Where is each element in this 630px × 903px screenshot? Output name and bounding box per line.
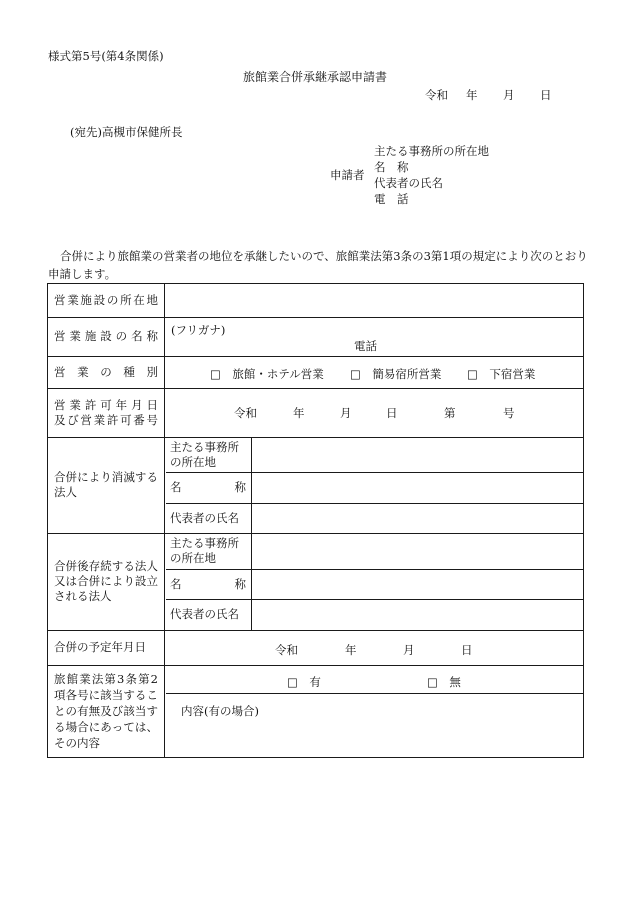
checkbox-boarding: □ 下宿営業 — [467, 367, 536, 381]
permit-label-line2: 及び営業許可番号 — [54, 413, 158, 427]
applicant-representative: 代表者の氏名 — [374, 176, 443, 190]
checkbox-no: □ 無 — [427, 675, 461, 689]
business-type-ryokan-hotel: 旅館・ホテル営業 — [232, 367, 324, 381]
dissolved-corporation-label: 合併により消滅する法人 — [54, 470, 158, 499]
facility-location-label: 営業施設の所在地 — [54, 292, 158, 307]
content-label: 内容(有の場合) — [181, 704, 259, 718]
application-statement: 合併により旅館業の営業者の地位を承継したいので、旅館業法第3条の3第1項の規定により次のとおり申請します。 — [48, 249, 588, 281]
furigana-label: (フリガナ) — [171, 323, 226, 337]
applicant-phone: 電 話 — [374, 192, 409, 206]
date-day: 日 — [540, 88, 552, 102]
applicability-no: 無 — [449, 675, 461, 689]
dissolved-name-label: 名 称 — [170, 480, 246, 494]
merger-day: 日 — [461, 643, 473, 657]
checkbox-simple-lodging: □ 簡易宿所営業 — [350, 367, 442, 381]
business-type-simple-lodging: 簡易宿所営業 — [372, 367, 442, 381]
dissolved-office-location-label: 主たる事務所の所在地 — [170, 439, 239, 469]
applicant-name: 名 称 — [374, 160, 409, 174]
applicant-label: 申請者 — [330, 168, 365, 182]
surviving-name-label: 名 称 — [170, 576, 246, 591]
date-month: 月 — [503, 88, 515, 102]
phone-label: 電話 — [354, 339, 377, 353]
permit-day: 日 — [386, 406, 398, 420]
permit-month: 月 — [340, 406, 352, 420]
permit-label-line1: 営業許可年月日 — [54, 398, 158, 412]
merger-date-label: 合併の予定年月日 — [54, 640, 146, 654]
date-year: 年 — [466, 88, 478, 102]
dissolved-representative-label: 代表者の氏名 — [170, 510, 239, 525]
business-type-label: 営業の種別 — [54, 364, 158, 379]
permit-number-suffix: 号 — [503, 406, 515, 420]
merger-year: 年 — [345, 643, 357, 657]
permit-year: 年 — [293, 406, 305, 420]
checkbox-yes: □ 有 — [287, 675, 321, 689]
applicant-office-location: 主たる事務所の所在地 — [374, 144, 489, 158]
applicability-yes: 有 — [309, 675, 321, 689]
surviving-corporation-label: 合併後存続する法人又は合併により設立される法人 — [54, 559, 158, 603]
permit-label — [54, 398, 158, 428]
date-era: 令和 — [425, 88, 448, 102]
form-number: 様式第5号(第4条関係) — [48, 49, 164, 63]
surviving-office-location-label: 主たる事務所の所在地 — [170, 536, 239, 565]
applicability-label: 旅館業法第3条第2項各号に該当することの有無及び該当する場合にあっては、その内容 — [54, 672, 158, 750]
merger-era: 令和 — [275, 643, 298, 657]
permit-number-prefix: 第 — [444, 406, 456, 420]
facility-name-label: 営業施設の名称 — [54, 329, 158, 343]
checkbox-ryokan-hotel: □ 旅館・ホテル営業 — [210, 367, 324, 381]
business-type-boarding: 下宿営業 — [489, 367, 536, 381]
merger-month: 月 — [403, 643, 415, 657]
document-title: 旅館業合併承継承認申請書 — [242, 70, 387, 84]
surviving-representative-label: 代表者の氏名 — [170, 607, 239, 621]
addressee: (宛先)高槻市保健所長 — [70, 125, 183, 139]
permit-era: 令和 — [234, 406, 257, 420]
